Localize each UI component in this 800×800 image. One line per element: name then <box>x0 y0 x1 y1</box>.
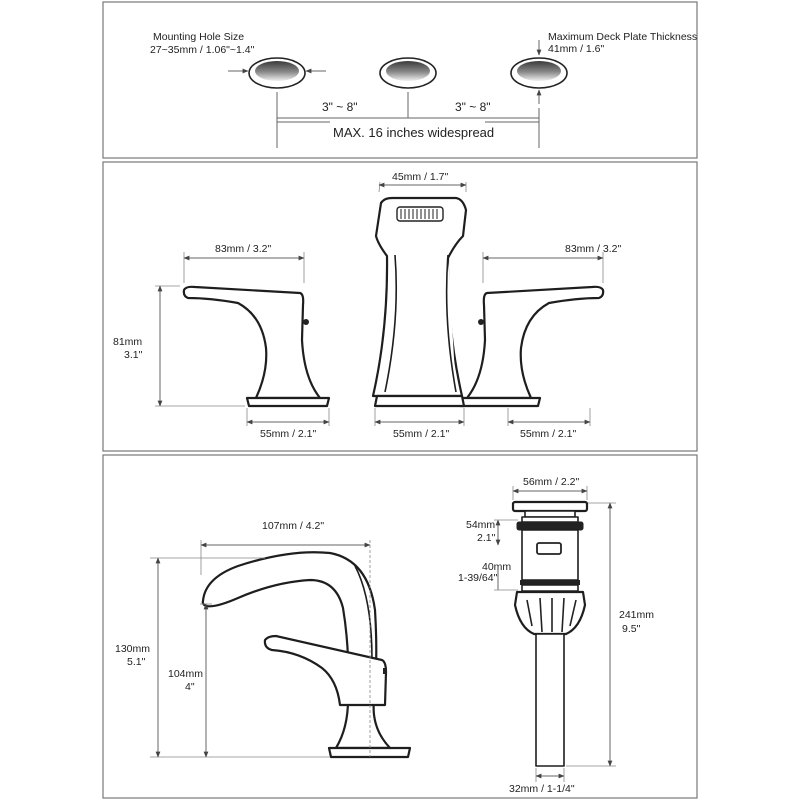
drain-length-mm: 241mm <box>619 609 655 621</box>
deck-plate-title: Maximum Deck Plate Thickness <box>548 31 698 43</box>
tail-pipe-label: 32mm / 1-1/4" <box>509 783 575 795</box>
single-faucet-drawing <box>203 552 410 757</box>
total-height-in: 5.1" <box>127 656 146 668</box>
drain-flange-in: 1-39/64" <box>458 572 498 584</box>
panel-single-faucet-drain <box>103 455 697 798</box>
drain-length-in: 9.5" <box>622 623 641 635</box>
pop-up-drain-drawing <box>513 502 587 766</box>
left-handle-drawing <box>184 287 329 406</box>
drain-body-mm: 54mm <box>466 519 496 531</box>
spout-height-mm: 104mm <box>168 668 204 680</box>
handle-height-in: 3.1" <box>124 349 143 361</box>
handle-height-mm: 81mm <box>113 336 143 348</box>
left-handle-length-label: 83mm / 3.2" <box>215 243 272 255</box>
widespread-label: MAX. 16 inches widespread <box>333 125 495 140</box>
drain-overflow-slot-icon <box>537 543 561 554</box>
mounting-hole-title: Mounting Hole Size <box>153 31 245 43</box>
spacing-right-label: 3" ~ 8" <box>455 100 491 114</box>
spout-front-drawing <box>373 198 466 406</box>
mounting-hole-right <box>511 58 567 88</box>
center-base-label: 55mm / 2.1" <box>393 428 450 440</box>
mounting-hole-center <box>380 58 436 88</box>
right-handle-length-label: 83mm / 3.2" <box>565 243 622 255</box>
drain-body-in: 2.1" <box>477 532 496 544</box>
spout-top-width-label: 45mm / 1.7" <box>392 171 449 183</box>
right-handle-drawing <box>458 287 603 406</box>
right-base-label: 55mm / 2.1" <box>520 428 577 440</box>
drain-flange-mm: 40mm <box>482 561 512 573</box>
left-base-label: 55mm / 2.1" <box>260 428 317 440</box>
spout-height-in: 4" <box>185 681 195 693</box>
deck-plate-value: 41mm / 1.6" <box>548 43 605 55</box>
drain-cap-label: 56mm / 2.2" <box>523 476 580 488</box>
aerator-icon <box>397 207 443 221</box>
mounting-hole-left <box>249 58 305 88</box>
reach-label: 107mm / 4.2" <box>262 520 325 532</box>
spacing-left-label: 3" ~ 8" <box>322 100 358 114</box>
total-height-mm: 130mm <box>115 643 151 655</box>
mounting-hole-value: 27~35mm / 1.06"~1.4" <box>150 44 255 56</box>
